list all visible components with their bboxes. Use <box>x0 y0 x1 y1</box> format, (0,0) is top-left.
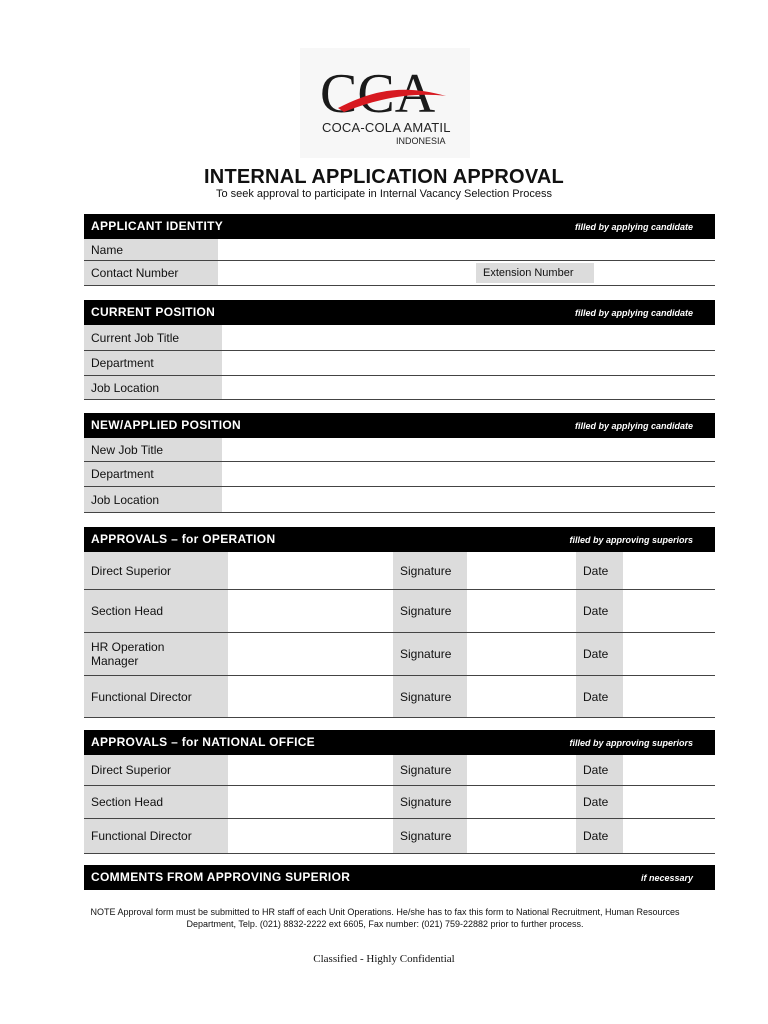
row-current-job-location <box>84 376 715 400</box>
signature-field[interactable] <box>467 552 576 589</box>
signature-field[interactable] <box>467 633 576 675</box>
current-job-location-field[interactable] <box>222 376 715 399</box>
signature-label: Signature <box>393 786 467 818</box>
section-header <box>84 730 715 755</box>
signature-field[interactable] <box>467 590 576 632</box>
date-label: Date <box>576 590 623 632</box>
row-current-department <box>84 351 715 376</box>
signature-field[interactable] <box>467 676 576 717</box>
date-label: Date <box>576 676 623 717</box>
date-label: Date <box>576 755 623 785</box>
date-field[interactable] <box>623 590 715 632</box>
classification-label: Classified - Highly Confidential <box>313 953 455 965</box>
new-job-title-field[interactable] <box>222 438 715 461</box>
section-header <box>84 527 715 552</box>
section-approvals-national <box>84 730 715 854</box>
signature-label: Signature <box>393 819 467 853</box>
role-field[interactable] <box>228 590 393 632</box>
signature-field[interactable] <box>467 755 576 785</box>
role-field[interactable] <box>228 552 393 589</box>
new-job-title-label: New Job Title <box>84 438 222 461</box>
date-label: Date <box>576 633 623 675</box>
signature-label: Signature <box>393 755 467 785</box>
row-new-job-title <box>84 438 715 462</box>
row-current-job-title <box>84 325 715 351</box>
new-department-label: Department <box>84 462 222 486</box>
signature-label: Signature <box>393 590 467 632</box>
section-approvals-operation <box>84 527 715 718</box>
section-note: filled by applying candidate <box>574 308 693 318</box>
logo-company-name: COCA-COLA AMATIL <box>322 120 451 135</box>
date-field[interactable] <box>623 552 715 589</box>
signature-label: Signature <box>393 552 467 589</box>
role-label: Direct Superior <box>84 755 228 785</box>
current-job-location-label: Job Location <box>84 376 222 399</box>
section-new-position <box>84 413 715 513</box>
role-label: Section Head <box>84 590 228 632</box>
section-applicant-identity <box>84 214 715 286</box>
role-field[interactable] <box>228 819 393 853</box>
new-job-location-label: Job Location <box>84 487 222 512</box>
role-label: HR Operation Manager <box>84 633 228 675</box>
section-header <box>84 300 715 325</box>
role-label: Functional Director <box>84 819 228 853</box>
signature-field[interactable] <box>467 786 576 818</box>
section-header <box>84 214 715 239</box>
role-label: Section Head <box>84 786 228 818</box>
extension-number-label: Extension Number <box>476 263 594 283</box>
row-op-functional-director <box>84 676 715 718</box>
date-field[interactable] <box>623 819 715 853</box>
section-title: APPROVALS – for NATIONAL OFFICE <box>91 735 315 749</box>
row-no-section-head <box>84 786 715 819</box>
new-department-field[interactable] <box>222 462 715 486</box>
extension-number-field[interactable] <box>594 261 715 285</box>
date-field[interactable] <box>623 633 715 675</box>
signature-field[interactable] <box>467 819 576 853</box>
name-label: Name <box>84 239 218 260</box>
section-title: APPROVALS – for OPERATION <box>91 532 276 546</box>
date-field[interactable] <box>623 786 715 818</box>
section-title: CURRENT POSITION <box>91 305 216 319</box>
role-label: Functional Director <box>84 676 228 717</box>
row-op-hr-operation-manager <box>84 633 715 676</box>
signature-label: Signature <box>393 676 467 717</box>
date-label: Date <box>576 552 623 589</box>
row-name <box>84 239 715 261</box>
role-field[interactable] <box>228 786 393 818</box>
row-op-direct-superior <box>84 552 715 590</box>
date-field[interactable] <box>623 676 715 717</box>
page-subtitle: To seek approval to participate in Internal Vacancy Selection Process <box>215 188 553 200</box>
page-title: INTERNAL APPLICATION APPROVAL <box>204 166 564 188</box>
current-department-label: Department <box>84 351 222 375</box>
current-job-title-label: Current Job Title <box>84 325 222 350</box>
date-field[interactable] <box>623 755 715 785</box>
section-current-position <box>84 300 715 400</box>
cca-logo <box>300 48 470 158</box>
row-no-functional-director <box>84 819 715 854</box>
cca-logo-mark-icon <box>318 62 448 122</box>
section-header <box>84 413 715 438</box>
date-label: Date <box>576 819 623 853</box>
row-no-direct-superior <box>84 755 715 786</box>
section-title: COMMENTS FROM APPROVING SUPERIOR <box>91 870 351 884</box>
row-contact <box>84 261 715 286</box>
section-header <box>84 865 715 890</box>
section-title: NEW/APPLIED POSITION <box>91 418 242 432</box>
new-job-location-field[interactable] <box>222 487 715 512</box>
section-comments <box>84 865 715 890</box>
cca-logo-mark: CCA <box>320 63 436 122</box>
contact-number-label: Contact Number <box>84 261 218 285</box>
current-job-title-field[interactable] <box>222 325 715 350</box>
current-department-field[interactable] <box>222 351 715 375</box>
row-new-department <box>84 462 715 487</box>
date-label: Date <box>576 786 623 818</box>
section-note: filled by applying candidate <box>574 421 693 431</box>
row-op-section-head <box>84 590 715 633</box>
name-field[interactable] <box>218 239 715 260</box>
role-field[interactable] <box>228 633 393 675</box>
logo-country: INDONESIA <box>396 136 446 146</box>
footer-note: NOTE Approval form must be submitted to HR staff of each Unit Operations. He/she has to fax this form to National Recruitment, Human Resources Department, Telp. (021) 8832-2222 ext 6605, Fax number: (021) 759-22882 prior to further process. <box>90 907 680 929</box>
section-note: filled by approving superiors <box>569 738 693 748</box>
section-note: filled by applying candidate <box>574 222 693 232</box>
row-new-job-location <box>84 487 715 513</box>
role-field[interactable] <box>228 755 393 785</box>
section-note: if necessary <box>640 873 693 883</box>
contact-number-field[interactable] <box>218 261 476 285</box>
section-note: filled by approving superiors <box>569 535 693 545</box>
section-title: APPLICANT IDENTITY <box>91 219 224 233</box>
signature-label: Signature <box>393 633 467 675</box>
role-label: Direct Superior <box>84 552 228 589</box>
role-field[interactable] <box>228 676 393 717</box>
